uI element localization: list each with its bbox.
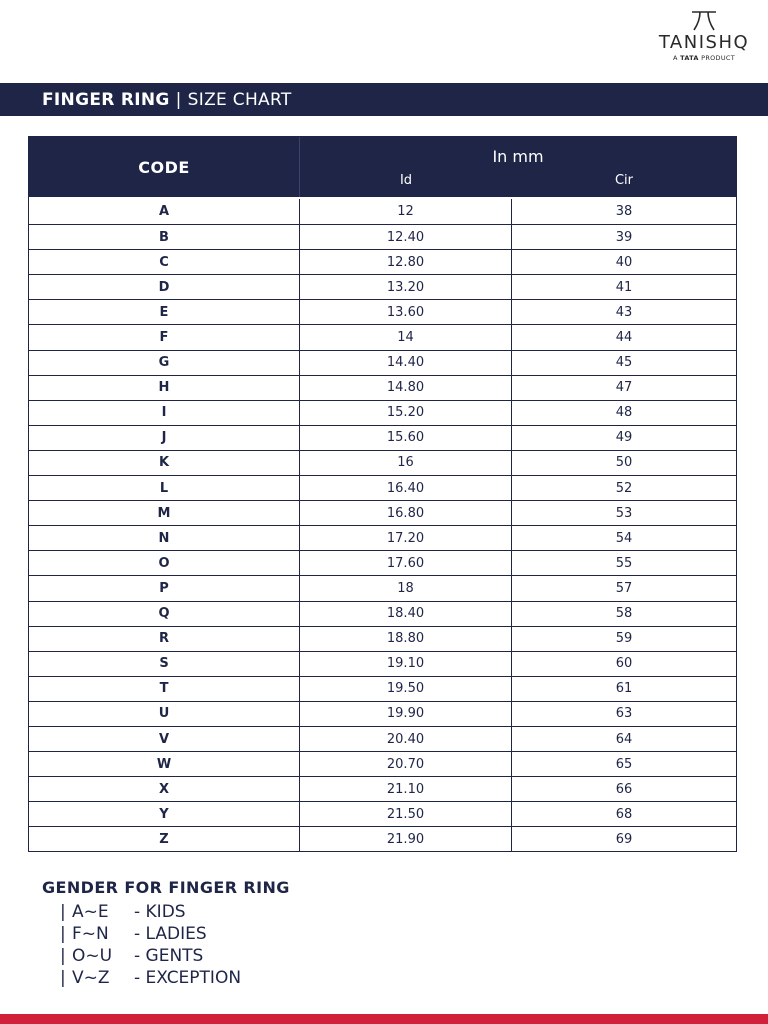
cell-cir: 68 <box>615 806 633 822</box>
cell-id: 18.80 <box>300 627 512 651</box>
cell-cir: 40 <box>615 254 633 270</box>
cell-code: Z <box>29 827 300 851</box>
table-row <box>29 274 736 299</box>
cell-code: M <box>29 501 300 525</box>
gender-label: - GENTS <box>134 946 204 966</box>
tanishq-emblem-icon <box>689 10 719 32</box>
cell-cir: 38 <box>615 204 633 220</box>
column-header-code: CODE <box>29 137 300 197</box>
gender-range: O~U <box>72 946 113 966</box>
page-title: FINGER RING <box>42 89 170 110</box>
cell-cir: 65 <box>615 756 633 772</box>
cell-cir: 69 <box>615 831 633 847</box>
gender-range: A~E <box>72 902 109 922</box>
gender-title: GENDER FOR FINGER RING <box>42 878 290 897</box>
cell-cir: 45 <box>615 355 633 371</box>
column-header-id: Id <box>399 173 413 188</box>
cell-cir: 61 <box>615 681 633 697</box>
cell-code: G <box>29 351 300 375</box>
cell-id: 19.50 <box>300 677 512 701</box>
gender-section <box>42 878 290 989</box>
gender-item <box>42 923 290 945</box>
table-row <box>29 425 736 450</box>
cell-id: 18.40 <box>300 602 512 626</box>
table-row <box>29 726 736 751</box>
table-row <box>29 826 736 851</box>
cell-id: 16.40 <box>300 476 512 500</box>
cell-code: X <box>29 777 300 801</box>
tagline-prefix: A <box>672 54 678 62</box>
cell-id: 15.20 <box>300 401 512 425</box>
gender-item <box>42 901 290 923</box>
cell-code: C <box>29 250 300 274</box>
table-row <box>29 249 736 274</box>
cell-cir: 55 <box>615 555 633 571</box>
cell-id: 14 <box>300 325 512 349</box>
cell-id: 15.60 <box>300 426 512 450</box>
footer-bar <box>0 1014 768 1024</box>
gender-bar: | <box>60 946 66 966</box>
column-header-cir: Cir <box>614 173 634 188</box>
cell-id: 13.60 <box>300 300 512 324</box>
cell-code: H <box>29 376 300 400</box>
gender-bar: | <box>60 924 66 944</box>
cell-id: 21.50 <box>300 802 512 826</box>
gender-bar: | <box>60 968 66 988</box>
table-row <box>29 475 736 500</box>
gender-label: - KIDS <box>134 902 186 922</box>
gender-range: V~Z <box>72 968 110 988</box>
gender-label: - LADIES <box>134 924 207 944</box>
cell-code: T <box>29 677 300 701</box>
cell-code: L <box>29 476 300 500</box>
cell-cir: 44 <box>615 330 633 346</box>
cell-cir: 43 <box>615 304 633 320</box>
cell-id: 14.40 <box>300 351 512 375</box>
brand-name: TANISHQ <box>658 32 750 53</box>
cell-id: 19.10 <box>300 652 512 676</box>
cell-code: Y <box>29 802 300 826</box>
table-row <box>29 701 736 726</box>
cell-id: 17.60 <box>300 551 512 575</box>
cell-code: W <box>29 752 300 776</box>
cell-code: N <box>29 526 300 550</box>
cell-cir: 58 <box>615 606 633 622</box>
cell-id: 20.40 <box>300 727 512 751</box>
cell-id: 19.90 <box>300 702 512 726</box>
cell-code: R <box>29 627 300 651</box>
cell-id: 16 <box>300 451 512 475</box>
cell-cir: 59 <box>615 631 633 647</box>
table-row <box>29 450 736 475</box>
cell-cir: 57 <box>615 580 633 596</box>
cell-code: U <box>29 702 300 726</box>
cell-cir: 50 <box>615 455 633 471</box>
cell-code: F <box>29 325 300 349</box>
table-row <box>29 801 736 826</box>
table-row <box>29 626 736 651</box>
column-group-in-mm <box>300 137 736 197</box>
cell-id: 12 <box>300 199 512 224</box>
cell-id: 18 <box>300 576 512 600</box>
cell-code: E <box>29 300 300 324</box>
cell-id: 14.80 <box>300 376 512 400</box>
gender-item <box>42 967 290 989</box>
cell-cir: 66 <box>615 781 633 797</box>
gender-range: F~N <box>72 924 109 944</box>
tagline-suffix: PRODUCT <box>701 54 736 62</box>
cell-code: O <box>29 551 300 575</box>
cell-code: I <box>29 401 300 425</box>
cell-cir: 60 <box>615 656 633 672</box>
cell-code: A <box>29 199 300 224</box>
title-bar <box>0 83 768 116</box>
table-row <box>29 400 736 425</box>
cell-code: S <box>29 652 300 676</box>
gender-bar: | <box>60 902 66 922</box>
table-row <box>29 350 736 375</box>
brand-tagline <box>650 54 758 63</box>
cell-cir: 64 <box>615 731 633 747</box>
cell-code: K <box>29 451 300 475</box>
cell-id: 17.20 <box>300 526 512 550</box>
cell-id: 21.10 <box>300 777 512 801</box>
cell-cir: 48 <box>615 405 633 421</box>
table-row <box>29 375 736 400</box>
tagline-brand: TATA <box>680 54 699 62</box>
cell-code: D <box>29 275 300 299</box>
cell-id: 16.80 <box>300 501 512 525</box>
table-row <box>29 676 736 701</box>
cell-cir: 41 <box>615 279 633 295</box>
gender-item <box>42 945 290 967</box>
cell-cir: 47 <box>615 380 633 396</box>
cell-id: 12.40 <box>300 225 512 249</box>
cell-id: 20.70 <box>300 752 512 776</box>
cell-code: Q <box>29 602 300 626</box>
cell-id: 13.20 <box>300 275 512 299</box>
table-body <box>29 199 736 851</box>
table-row <box>29 601 736 626</box>
tanishq-logo <box>650 10 758 74</box>
cell-id: 21.90 <box>300 827 512 851</box>
page-subtitle: SIZE CHART <box>187 89 292 110</box>
column-group-title: In mm <box>492 147 544 166</box>
table-row <box>29 776 736 801</box>
cell-cir: 49 <box>615 430 633 446</box>
cell-code: J <box>29 426 300 450</box>
table-row <box>29 651 736 676</box>
cell-code: B <box>29 225 300 249</box>
table-row <box>29 500 736 525</box>
cell-cir: 52 <box>615 480 633 496</box>
title-separator: | <box>175 89 182 110</box>
table-row <box>29 525 736 550</box>
table-row <box>29 550 736 575</box>
table-row <box>29 299 736 324</box>
size-chart-table <box>28 136 737 852</box>
table-header <box>29 137 736 197</box>
gender-list <box>42 901 290 989</box>
table-row <box>29 751 736 776</box>
cell-cir: 53 <box>615 505 633 521</box>
cell-code: P <box>29 576 300 600</box>
gender-label: - EXCEPTION <box>134 968 242 988</box>
cell-cir: 63 <box>615 706 633 722</box>
table-row <box>29 575 736 600</box>
table-row <box>29 324 736 349</box>
cell-cir: 54 <box>615 530 633 546</box>
cell-id: 12.80 <box>300 250 512 274</box>
cell-cir: 39 <box>615 229 633 245</box>
cell-code: V <box>29 727 300 751</box>
table-row <box>29 224 736 249</box>
table-row <box>29 199 736 224</box>
